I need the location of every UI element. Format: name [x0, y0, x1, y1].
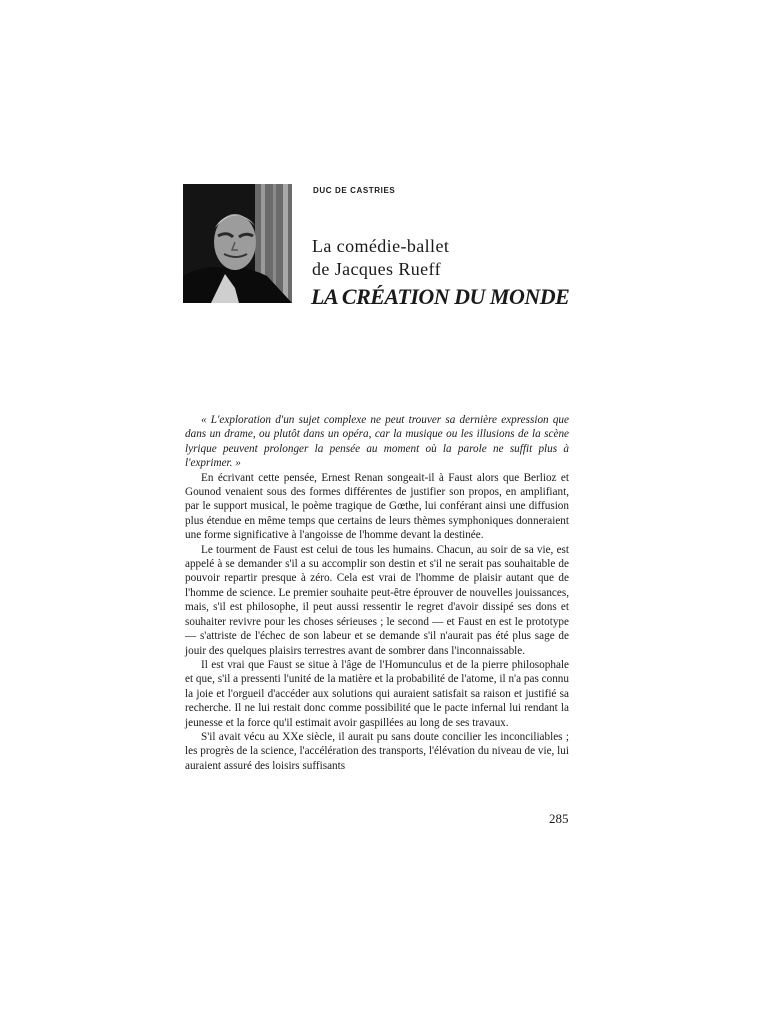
body-paragraph: En écrivant cette pensée, Ernest Renan songeait-il à Faust alors que Berlioz et Gounod venaient sous des formes différentes de justifier son propos, en amplifiant, par le support musical, le poème tragique de Gœthe, lui conférant ainsi une diffusion plus étendue en même temps que certains de leurs thèmes symphoniques donneraient une forme significative à l'angoisse de l'homme devant la destinée. — [185, 471, 569, 542]
body-paragraph: S'il avait vécu au XXe siècle, il aurait pu sans doute concilier les inconciliables ; les progrès de la science, l'accélération des transports, l'élévation du niveau de vie, lui auraient assuré des loisirs suffisants — [185, 730, 569, 772]
author-portrait — [183, 184, 292, 303]
author-name: DUC DE CASTRIES — [313, 186, 396, 195]
body-paragraph: Le tourment de Faust est celui de tous les humains. Chacun, au soir de sa vie, est appelé à se demander s'il a su accomplir son destin et s'il ne serait pas souhaitable de pouvoir repartir presque à zéro. Cela est vrai de l'homme de plaisir autant que de l'homme de science. Le premier souhaite peut-être éprouver de nouvelles jouissances, mais, s'il est philosophe, il peut aussi ressentir le regret d'avoir dissipé ses dons et souhaiter revivre pour les choses sérieuses ; le second — et Faust en est le prototype — s'attriste de l'échec de son labeur et se demande s'il n'aurait pas été plus sage de jouir des quelques plaisirs terrestres avant de sombrer dans l'inconnaissable. — [185, 543, 569, 657]
body-paragraph: Il est vrai que Faust se situe à l'âge de l'Homunculus et de la pierre philosophale et que, s'il a pressenti l'unité de la matière et la probabilité de l'atome, il n'a pas connu la joie et l'orgueil d'accéder aux solutions qui auraient satisfait sa raison et justifié sa recherche. Il ne lui restait donc comme possibilité que le pacte infernal lui rendant la jeunesse et la force qu'il estimait avoir gaspillées au long de ses travaux. — [185, 658, 569, 729]
article-body — [185, 413, 569, 773]
page-number: 285 — [549, 811, 569, 826]
epigraph-paragraph: « L'exploration d'un sujet complexe ne peut trouver sa dernière expression que dans un drame, ou plutôt dans un opéra, car la musique ou les illusions de la scène lyrique peuvent prolonger la pensée au moment où la parole ne suffit plus à l'exprimer. » — [185, 414, 569, 470]
subtitle-line-1: La comédie-ballet — [312, 236, 450, 256]
subtitle-line-2: de Jacques Rueff — [312, 259, 442, 279]
portrait-photo — [183, 184, 292, 303]
article-title: LA CRÉATION DU MONDE — [311, 284, 570, 309]
